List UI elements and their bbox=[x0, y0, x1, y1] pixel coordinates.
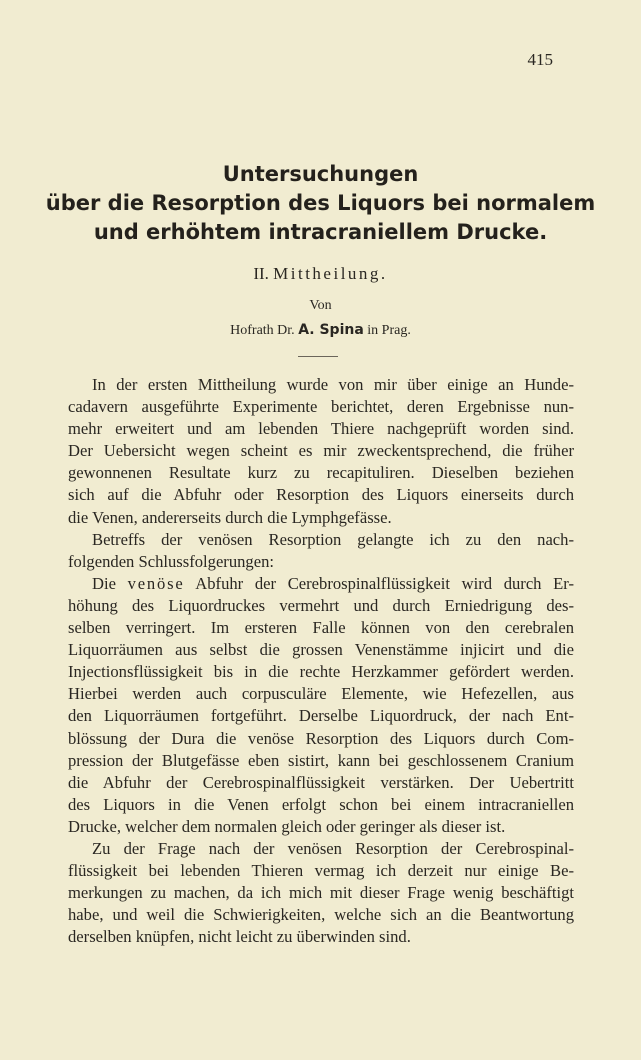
title-line-1: Untersuchungen bbox=[222, 162, 419, 186]
text-line: selben verringert. Im ersteren Falle können von den cerebralen bbox=[68, 618, 574, 638]
text-line: folgenden Schlussfolgerungen: bbox=[68, 551, 274, 571]
text-line: mehr erweitert und am lebenden Thiere nachgeprüft worden sind. bbox=[68, 419, 574, 439]
text-line: merkungen zu machen, da ich mich mit dieser Frage wenig beschäftigt bbox=[68, 883, 574, 903]
text-line: pression der Blutgefässe eben sistirt, kann bei geschlossenem Cranium bbox=[68, 750, 574, 770]
text-line: blössung der Dura die venöse Resorption des Liquors durch Com- bbox=[68, 728, 574, 748]
text-line: Zu der Frage nach der venösen Resorption der Cerebrospinal- bbox=[92, 838, 574, 858]
page-number: 415 bbox=[527, 50, 553, 69]
text-line: Drucke, welcher dem normalen gleich oder geringer als dieser ist. bbox=[68, 816, 506, 836]
byline-suffix: in Prag. bbox=[367, 323, 411, 338]
paragraph bbox=[68, 529, 574, 573]
paragraph bbox=[68, 374, 574, 529]
byline-prefix: Hofrath Dr. bbox=[230, 323, 295, 338]
paragraph bbox=[68, 838, 574, 948]
separator-rule bbox=[298, 356, 338, 357]
body-text bbox=[68, 374, 574, 948]
text-line: höhung des Liquordruckes vermehrt und durch Erniedrigung des- bbox=[68, 595, 574, 615]
text-line: des Liquors in die Venen erfolgt schon bei einem intracraniellen bbox=[68, 794, 574, 814]
text-line: Hierbei werden auch corpusculäre Elemente, wie Hefezellen, aus bbox=[68, 684, 574, 704]
part-numeral: II. bbox=[253, 264, 269, 283]
title-line-3: und erhöhtem intracraniellem Drucke. bbox=[93, 220, 548, 244]
text-line: Betreffs der venösen Resorption gelangte ich zu den nach- bbox=[92, 529, 574, 549]
text-line: sich auf die Abfuhr oder Resorption des Liquors einerseits durch bbox=[68, 485, 574, 505]
paragraph bbox=[68, 573, 574, 838]
text-line: Liquorräumen aus selbst die grossen Venenstämme injicirt und die bbox=[68, 640, 574, 660]
text-line: Die venöse Abfuhr der Cerebrospinalflüssigkeit wird durch Er- bbox=[92, 573, 574, 593]
text-line: die Venen, andererseits durch die Lymphgefässe. bbox=[68, 507, 392, 527]
text-line: Der Uebersicht wegen scheint es mir zweckentsprechend, die früher bbox=[68, 441, 574, 461]
text-line: flüssigkeit bei lebenden Thieren vermag ich derzeit nur einige Be- bbox=[68, 861, 574, 881]
author-name: A. Spina bbox=[298, 322, 364, 338]
text-line: cadavern ausgeführte Experimente berichtet, deren Ergebnisse nun- bbox=[68, 397, 574, 417]
von-label: Von bbox=[309, 298, 332, 313]
part-word: Mittheilung. bbox=[273, 264, 388, 283]
text-line: gewonnenen Resultate kurz zu recapituliren. Dieselben beziehen bbox=[68, 463, 574, 483]
text-line: die Abfuhr der Cerebrospinalflüssigkeit verstärken. Der Uebertritt bbox=[68, 772, 574, 792]
text-line: In der ersten Mittheilung wurde von mir über einige an Hunde- bbox=[92, 375, 574, 394]
title-line-2: über die Resorption des Liquors bei normalem bbox=[45, 191, 596, 215]
part-heading bbox=[0, 264, 641, 284]
text-line: derselben knüpfen, nicht leicht zu überwinden sind. bbox=[68, 927, 411, 947]
article-title bbox=[0, 160, 641, 247]
text-line: Injectionsflüssigkeit bis in die rechte Herzkammer gefördert werden. bbox=[68, 662, 574, 682]
text-line: habe, und weil die Schwierigkeiten, welche sich an die Beantwortung bbox=[68, 905, 574, 925]
author-byline bbox=[0, 322, 641, 339]
text-line: den Liquorräumen fortgeführt. Derselbe Liquordruck, der nach Ent- bbox=[68, 706, 574, 726]
